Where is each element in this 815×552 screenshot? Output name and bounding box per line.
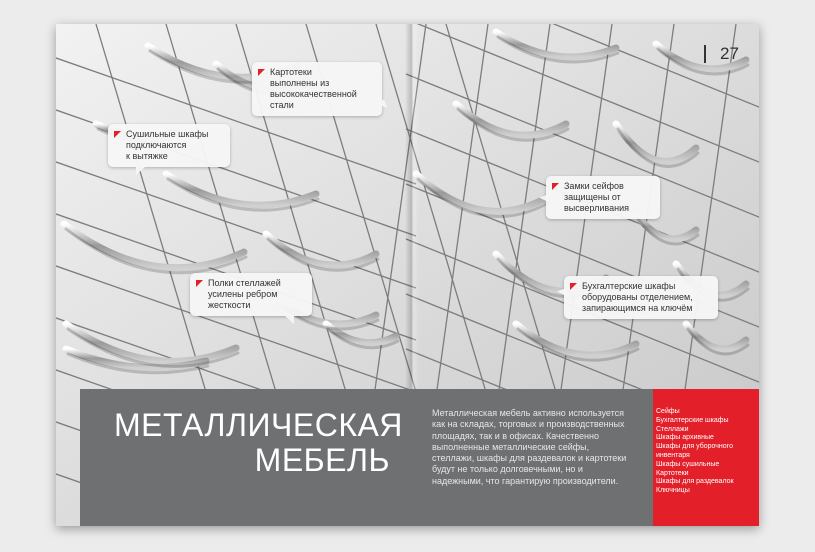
callout-line: высверливания <box>564 203 629 213</box>
category-item: Картотеки <box>656 469 689 477</box>
page-number-divider <box>704 45 706 63</box>
category-item: Ключницы <box>656 487 690 495</box>
callout-line: Замки сейфов <box>564 181 624 191</box>
callout-line: усилены ребром <box>208 289 278 299</box>
page-title <box>114 407 403 478</box>
callout-line: Полки стеллажей <box>208 278 281 288</box>
red-marker-icon <box>552 183 559 190</box>
callout-drying-cabinets <box>108 124 230 167</box>
category-item: Шкафы для раздевалок <box>656 478 734 486</box>
red-marker-icon <box>258 69 265 76</box>
callout-accounting-cabinets <box>564 276 718 319</box>
callout-safe-locks <box>546 176 660 219</box>
page-number-text: 27 <box>720 44 739 63</box>
callout-line: Бухгалтерские шкафы <box>582 281 676 291</box>
category-item: Стеллажи <box>656 425 689 433</box>
callout-line: подключаются <box>126 140 187 150</box>
callout-line: защищены от <box>564 192 621 202</box>
callout-line: к вытяжке <box>126 151 168 161</box>
category-list <box>656 408 756 496</box>
category-item: Шкафы для уборочного <box>656 443 733 451</box>
callout-line: оборудованы отделением, <box>582 292 693 302</box>
callout-line: Картотеки <box>270 67 312 77</box>
red-marker-icon <box>570 283 577 290</box>
category-item: Сейфы <box>656 408 680 415</box>
callout-pointer <box>539 194 551 206</box>
category-item: Шкафы сушильные <box>656 460 720 468</box>
callout-pointer <box>284 315 294 324</box>
callout-pointer <box>136 166 146 175</box>
intro-paragraph: Металлическая мебель активно используется как на складах, торговых и производственных площадях, так и в офисах. Качественно выполненные металлические сейфы, стеллажи, шкафы для раздевалок и картотеки будут не только долговечными, но и надежными, что гарантирую производители. <box>432 408 627 486</box>
title-line-1: МЕТАЛЛИЧЕСКАЯ <box>114 407 403 443</box>
category-item: Бухгалтерские шкафы <box>656 416 729 424</box>
red-marker-icon <box>196 280 203 287</box>
callout-line: жесткости <box>208 300 251 310</box>
callout-line: запирающимся на ключём <box>582 303 693 313</box>
callout-line: стали <box>270 100 294 110</box>
brochure-spread <box>56 24 759 526</box>
callout-line: Сушильные шкафы <box>126 129 209 139</box>
callout-shelving <box>190 273 312 316</box>
callout-filing-cabinets <box>252 62 382 116</box>
page-number <box>704 44 739 64</box>
title-line-2: МЕБЕЛЬ <box>254 442 390 478</box>
red-marker-icon <box>114 131 121 138</box>
callout-pointer <box>557 288 569 300</box>
callout-line: высококачественной <box>270 89 357 99</box>
callout-line: выполнены из <box>270 78 330 88</box>
category-item: инвентаря <box>656 451 690 459</box>
category-item: Шкафы архивные <box>656 434 714 442</box>
